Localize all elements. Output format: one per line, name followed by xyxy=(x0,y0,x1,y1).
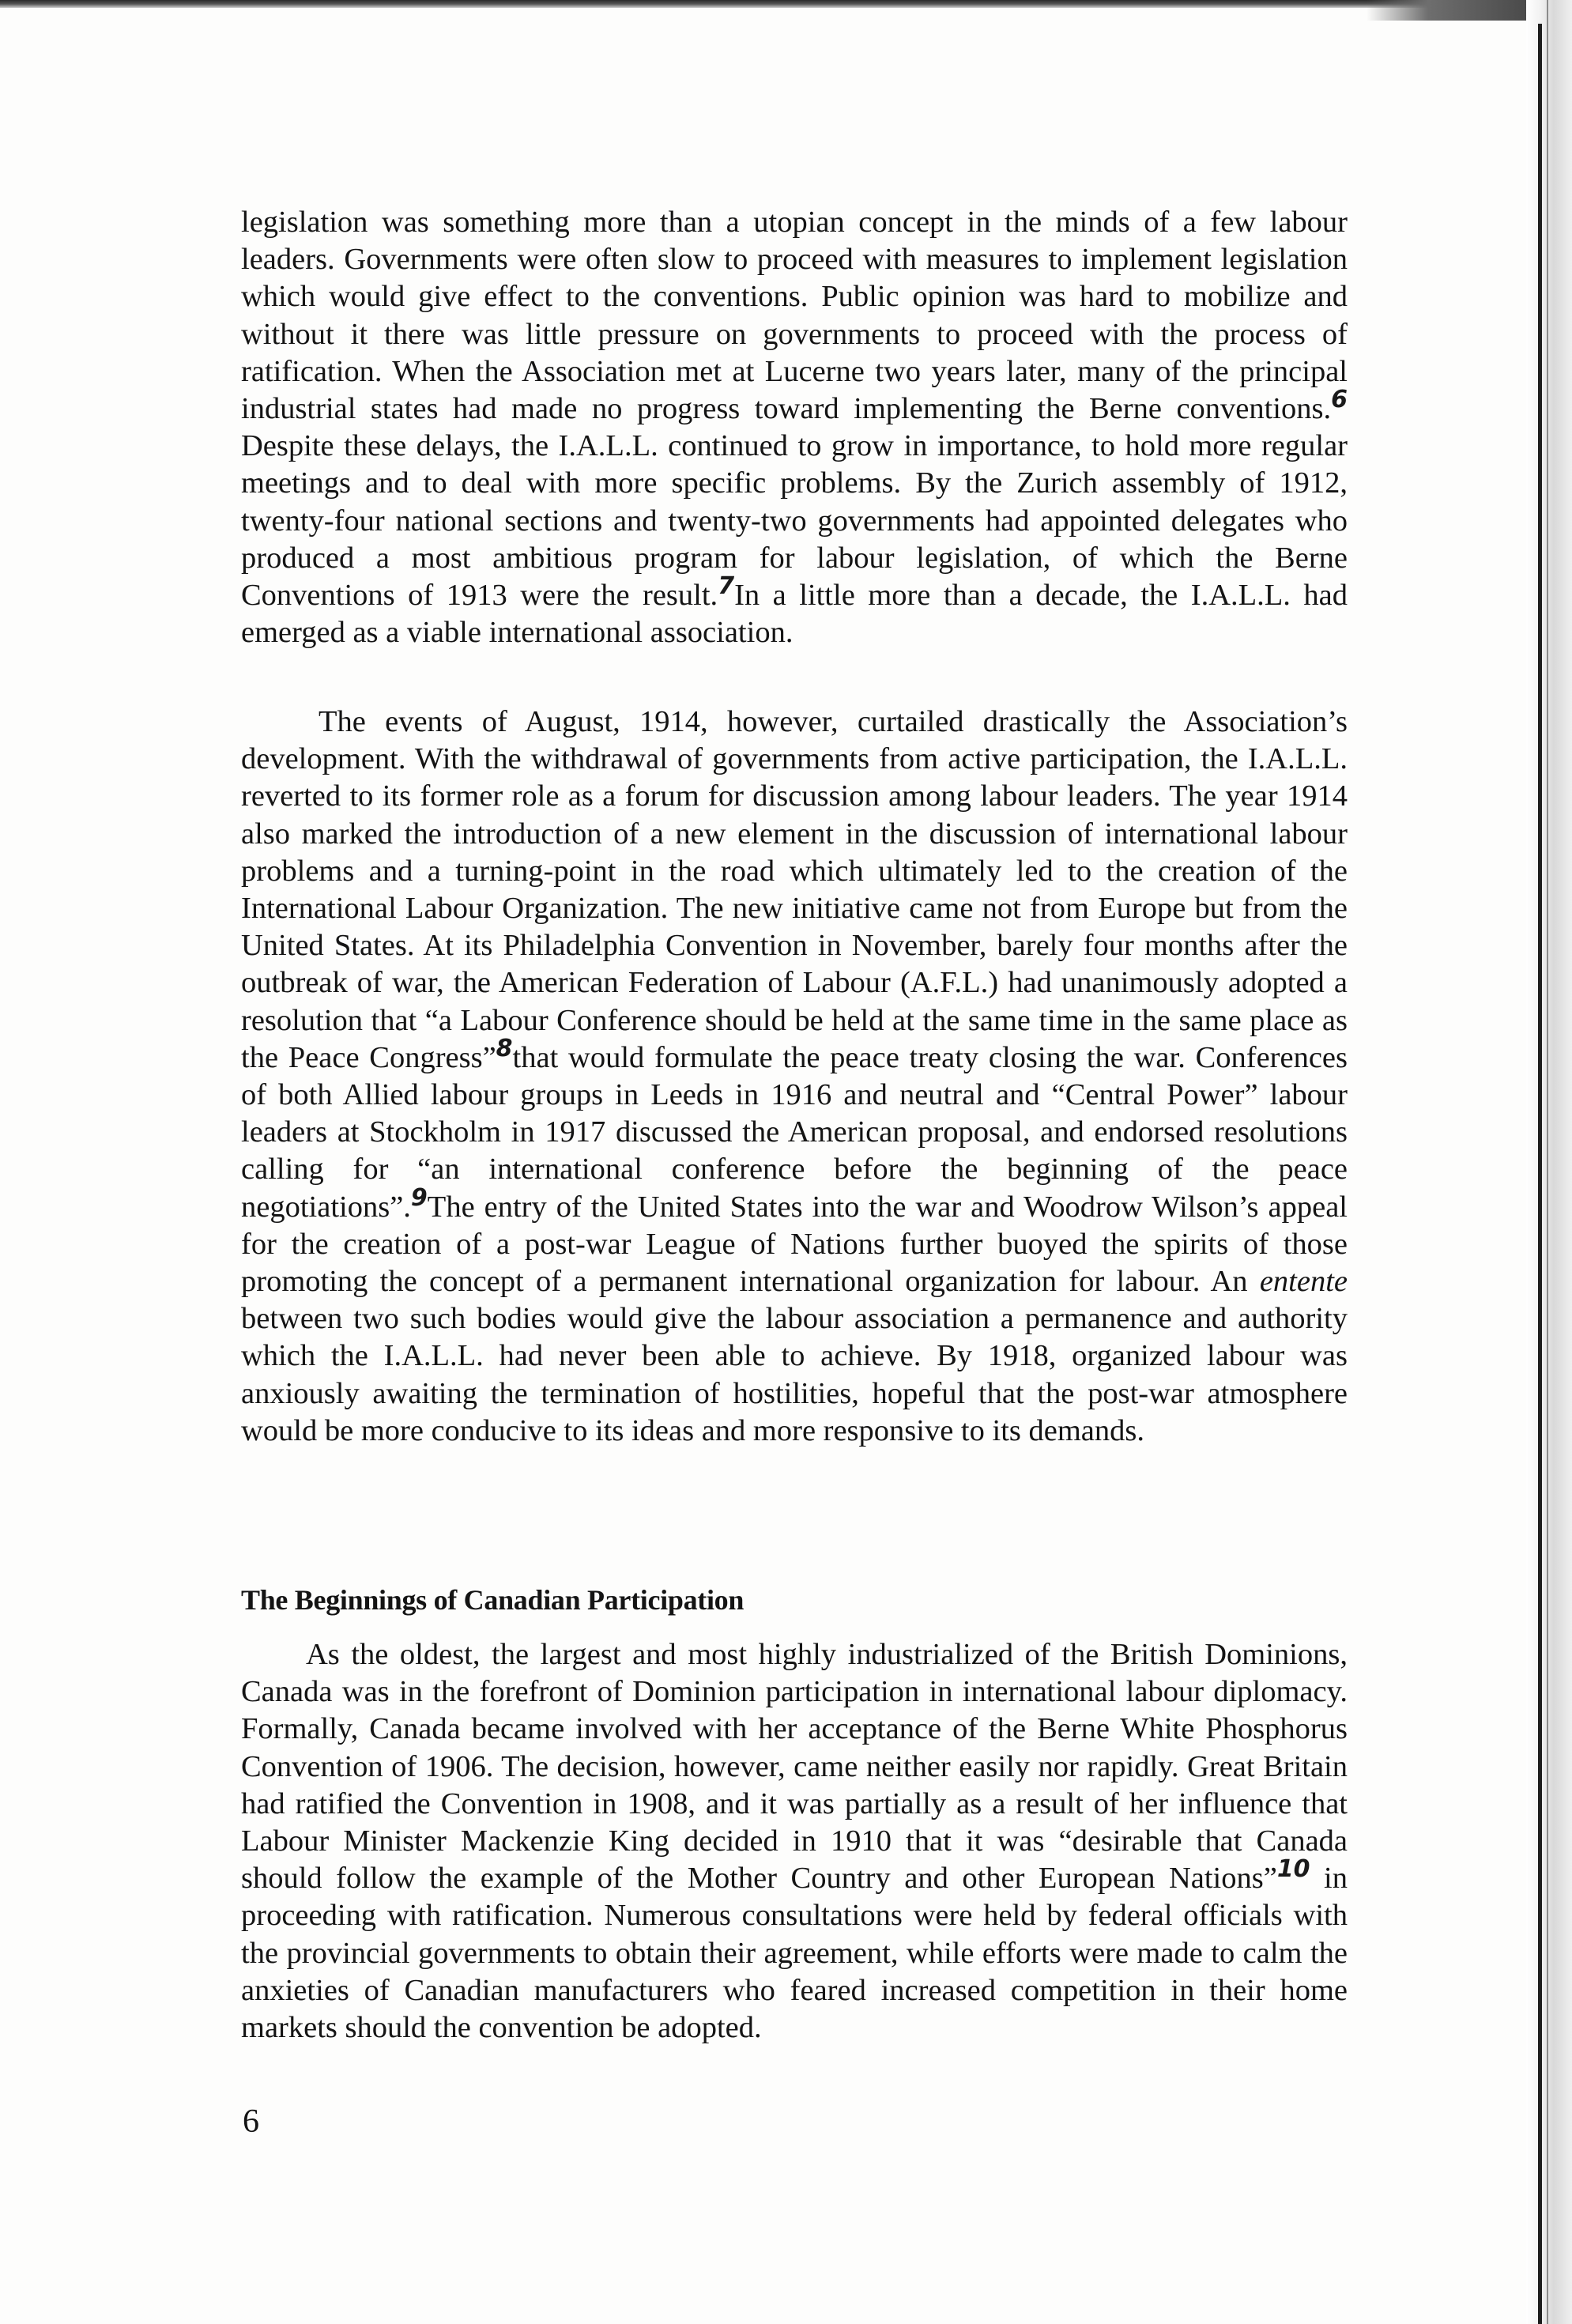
paragraph-3 xyxy=(241,1636,1348,2047)
paragraph-2-text-d: between two such bodies would give the labour association a permanence and authority which the I.A.L.L. had never been able to achieve. By 1918, organized labour was anxiously awaiting the termination of hostilities, hopeful that the post-war atmosphere would be more conducive to its ideas and more responsive to its demands. xyxy=(241,1302,1348,1447)
footnote-mark-10: 10 xyxy=(1276,1855,1310,1884)
scan-top-border xyxy=(0,0,1572,8)
footnote-mark-7: 7 xyxy=(718,572,735,601)
paragraph-1-text-c: In a little more than a decade, the I.A.L.L. had emerged as a viable international association. xyxy=(241,579,1348,650)
paragraph-2 xyxy=(241,704,1348,1450)
section-heading: The Beginnings of Canadian Participation xyxy=(241,1584,745,1616)
paragraph-1 xyxy=(241,204,1348,651)
paragraph-1-text-a: legislation was something more than a utopian concept in the minds of a few labour leaders. Governments were often slow to proceed with measures to implement legislation which would give effect to the conventions. Public opinion was hard to mobilize and without it there was little pressure on governments to proceed with the process of ratification. When the Association met at Lucerne two years later, many of the principal industrial states had made no progress toward implementing the Berne conventions. xyxy=(241,206,1348,426)
footnote-mark-9: 9 xyxy=(410,1183,428,1212)
paragraph-3-text-a: As the oldest, the largest and most highly industrialized of the British Dominions, Canada was in the forefront of Dominion participation in international labour diplomacy. Formally, Canada became involved with her acceptance of the Berne White Phosphorus Convention of 1906. The decision, however, came neither easily nor rapidly. Great Britain had ratified the Convention in 1908, and it was partially as a result of her influence that Labour Minister Mackenzie King decided in 1910 that it was “desirable that Canada should follow the example of the Mother Country and other European Nations” xyxy=(241,1638,1348,1896)
paragraph-2-text-a: The events of August, 1914, however, curtailed drastically the Association’s development. With the withdrawal of governments from active participation, the I.A.L.L. reverted to its former role as a forum for discussion among labour leaders. The year 1914 also marked the introduction of a new element in the discussion of international labour problems and a turning-point in the road which ultimately led to the creation of the International Labour Organization. The new initiative came not from Europe but from the United States. At its Philadelphia Convention in November, barely four months after the outbreak of war, the American Federation of Labour (A.F.L.) had unanimously adopted a resolution that “a Labour Conference should be held at the same time in the same place as the Peace Congress” xyxy=(241,705,1348,1074)
footnote-mark-8: 8 xyxy=(496,1035,513,1062)
scan-right-edge xyxy=(1526,0,1572,2324)
page-number: 6 xyxy=(243,2103,259,2140)
paragraph-2-text-b: that would formulate the peace treaty closing the war. Conferences of both Allied labour groups in Leeds in 1916 and neutral and “Central Power” labour leaders at Stockholm in 1917 discussed the American proposal, and endorsed resolutions calling for “an international conference before the beginning of the peace negotiations”. xyxy=(241,1040,1348,1224)
paragraph-2-text-c: The entry of the United States into the war and Woodrow Wilson’s appeal for the creation of a post-war League of Nations further buoyed the spirits of those promoting the concept of a permanent international organization for labour. An xyxy=(241,1190,1348,1299)
scan-right-rule-thin xyxy=(1547,0,1548,2324)
paragraph-3-text-b: in proceeding with ratification. Numerous consultations were held by federal officials with the provincial governments to obtain their agreement, while efforts were made to calm the anxieties of Canadian manufacturers who feared increased competition in their home markets should the convention be adopted. xyxy=(241,1862,1348,2045)
footnote-mark-6: 6 xyxy=(1331,386,1348,414)
scan-right-rule xyxy=(1538,24,1542,2324)
paragraph-2-italic-term: entente xyxy=(1259,1265,1348,1299)
paragraph-1-text-b: Despite these delays, the I.A.L.L. continued to grow in importance, to hold more regular meetings and to deal with more specific problems. By the Zurich assembly of 1912, twenty-four national sections and twenty-two governments had appointed delegates who produced a most ambitious program for labour legislation, of which the Berne Conventions of 1913 were the result. xyxy=(241,429,1348,613)
